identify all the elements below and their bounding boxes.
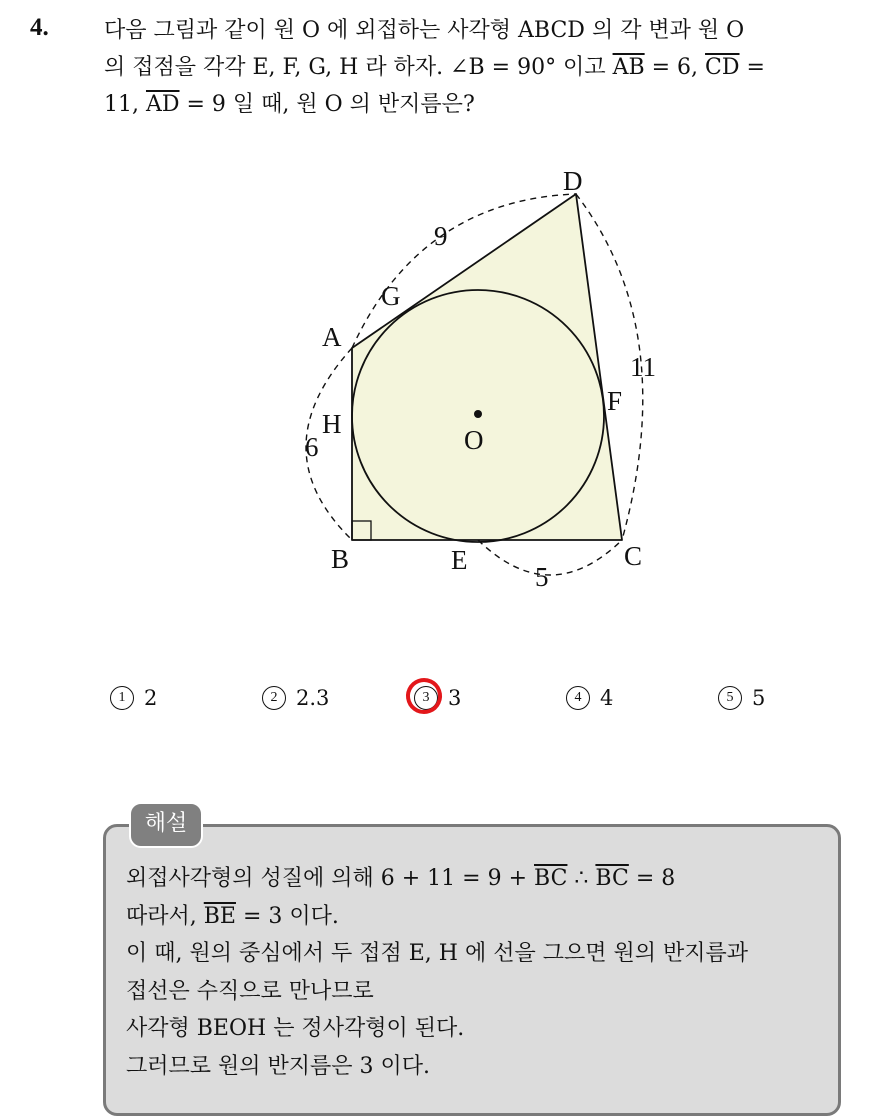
q-text-fragment: 의 접점을 각각 E, F, G, H 라 하자. ∠B = 90° 이고 — [104, 55, 613, 80]
length-ab: 6 — [305, 432, 319, 462]
label-h: H — [322, 409, 342, 439]
explanation-tag: 해설 — [129, 802, 203, 848]
explanation-line-1 — [126, 860, 836, 898]
explanation-line-2 — [126, 898, 836, 936]
choice-2-value: 2.3 — [296, 686, 330, 710]
q-text-fragment: = — [739, 55, 765, 80]
label-g: G — [381, 281, 401, 311]
explanation-line-6: 그러므로 원의 반지름은 3 이다. — [126, 1053, 430, 1079]
length-ad: 9 — [434, 221, 448, 251]
exp-fragment: ∴ — [567, 866, 596, 891]
question-line-2 — [104, 49, 860, 86]
choice-3-marker — [414, 686, 438, 710]
choice-4-marker: 4 — [566, 686, 590, 710]
segment-cd: $\overline{CD}$ — [705, 55, 740, 80]
label-d: D — [563, 166, 583, 196]
choice-3[interactable] — [414, 686, 461, 710]
choice-3-value: 3 — [448, 686, 462, 710]
explanation-line-4: 접선은 수직으로 만나므로 — [126, 978, 374, 1004]
question-line-1: 다음 그림과 같이 원 O 에 외접하는 사각형 ABCD 의 각 변과 원 O — [104, 18, 745, 43]
choice-5[interactable] — [718, 686, 765, 710]
segment-ad: $\overline{AD}$ — [145, 92, 180, 117]
label-o: O — [464, 425, 484, 455]
choice-2[interactable] — [262, 686, 329, 710]
label-b: B — [331, 544, 350, 574]
choice-4[interactable] — [566, 686, 613, 710]
choice-1-value: 2 — [144, 686, 158, 710]
choice-3-mark-text: 3 — [422, 690, 430, 705]
choice-4-value: 4 — [600, 686, 614, 710]
explanation-line-3: 이 때, 원의 중심에서 두 접점 E, H 에 선을 그으면 원의 반지름과 — [126, 941, 748, 966]
q-text-fragment: = 9 일 때, 원 O 의 반지름은? — [179, 92, 475, 117]
exp-fragment: 따라서, — [126, 903, 204, 929]
length-cd: 11 — [630, 352, 656, 382]
choice-1[interactable] — [110, 686, 157, 710]
geometry-figure — [0, 150, 884, 610]
center-dot — [474, 410, 482, 418]
choice-5-marker: 5 — [718, 686, 742, 710]
question-text — [104, 12, 860, 123]
choice-2-marker: 2 — [262, 686, 286, 710]
explanation-text — [126, 860, 836, 1085]
arc-ec — [478, 540, 622, 575]
length-ec: 5 — [535, 562, 549, 592]
label-a: A — [322, 322, 342, 352]
label-e: E — [451, 545, 468, 575]
question-number: 4. — [30, 14, 49, 41]
q-text-fragment: 11, — [104, 92, 146, 117]
segment-bc: $\overline{BC}$ — [595, 866, 629, 891]
explanation-line-5: 사각형 BEOH 는 정사각형이 된다. — [126, 1016, 465, 1041]
exp-fragment: 외접사각형의 성질에 의해 6 + 11 = 9 + — [126, 866, 535, 891]
label-c: C — [624, 541, 643, 571]
exp-fragment: = 3 이다. — [235, 903, 339, 929]
q-text-fragment: = 6, — [644, 55, 706, 80]
segment-bc: $\overline{BC}$ — [534, 866, 568, 891]
choice-5-value: 5 — [752, 686, 766, 710]
segment-be: $\overline{BE}$ — [203, 903, 236, 929]
question-line-3 — [104, 86, 860, 123]
choice-1-marker: 1 — [110, 686, 134, 710]
label-f: F — [607, 386, 623, 416]
answer-choices — [0, 686, 884, 722]
exp-fragment: = 8 — [628, 866, 676, 891]
selected-answer-ring — [401, 673, 447, 719]
segment-ab: $\overline{AB}$ — [612, 55, 645, 80]
